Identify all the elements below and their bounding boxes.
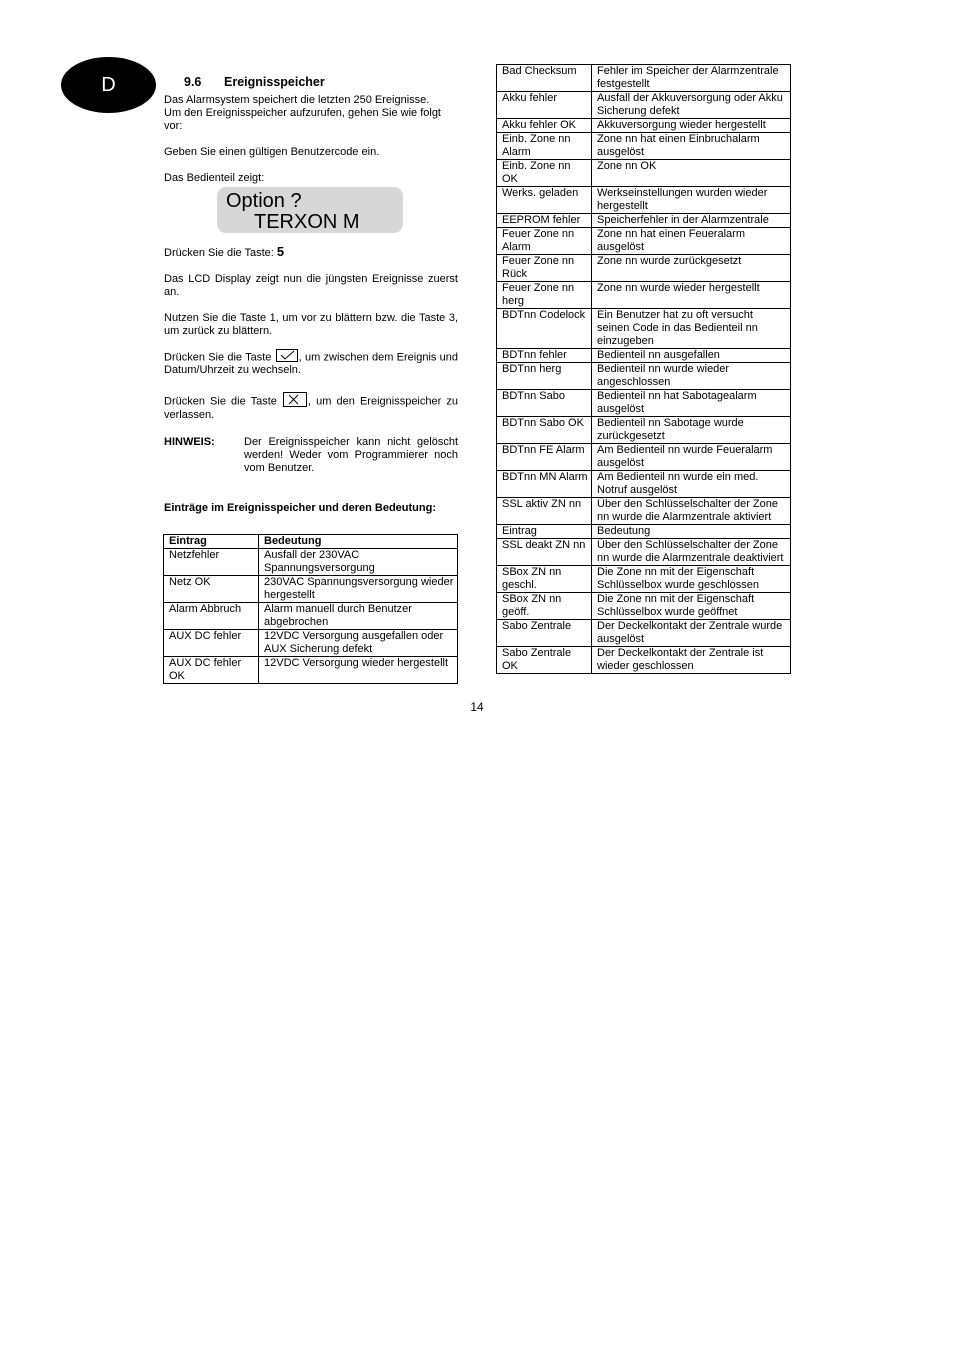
table-row — [497, 444, 791, 471]
section-title: Ereignisspeicher — [224, 75, 325, 89]
lcd-line-2: TERXON M — [254, 211, 360, 233]
entry-cell: SSL aktiv ZN nn — [497, 498, 592, 525]
table-row — [164, 630, 458, 657]
meaning-cell: Fehler im Speicher der Alarmzentrale festgestellt — [592, 65, 791, 92]
intro-paragraph-1: Das Alarmsystem speichert die letzten 250 Ereignisse. — [164, 94, 430, 106]
meaning-cell: Ausfall der 230VAC Spannungsversorgung — [259, 549, 458, 576]
meaning-cell: Bedienteil nn wurde wieder angeschlossen — [592, 363, 791, 390]
meaning-cell: Bedienteil nn hat Sabotagealarm ausgelöst — [592, 390, 791, 417]
entry-cell: SBox ZN nn geschl. — [497, 566, 592, 593]
meaning-cell: Ausfall der Akkuversorgung oder Akku Sicherung defekt — [592, 92, 791, 119]
meaning-cell: Über den Schlüsselschalter der Zone nn wurde die Alarmzentrale aktiviert — [592, 498, 791, 525]
entry-cell: BDTnn herg — [497, 363, 592, 390]
page-number: 14 — [470, 700, 484, 714]
meaning-cell: 230VAC Spannungsversorgung wieder hergestellt — [259, 576, 458, 603]
entry-cell: Sabo Zentrale OK — [497, 647, 592, 674]
event-table-right — [496, 64, 791, 674]
section-number: 9.6 — [184, 75, 202, 89]
table-row — [164, 657, 458, 684]
note-text: Der Ereignisspeicher kann nicht gelöscht werden! Weder vom Programmierer noch vom Benutzer. — [244, 436, 458, 475]
header-bedeutung: Bedeutung — [259, 535, 458, 549]
table-row — [497, 593, 791, 620]
header-eintrag: Eintrag — [164, 535, 259, 549]
check-icon — [276, 349, 298, 362]
table-row — [497, 119, 791, 133]
event-table-left — [163, 534, 458, 684]
entry-cell: Werks. geladen — [497, 187, 592, 214]
lcd-display — [217, 187, 403, 233]
entry-cell: BDTnn MN Alarm — [497, 471, 592, 498]
meaning-cell: Zone nn wurde wieder hergestellt — [592, 282, 791, 309]
entry-cell: AUX DC fehler — [164, 630, 259, 657]
meaning-cell: Über den Schlüsselschalter der Zone nn wurde die Alarmzentrale deaktiviert — [592, 539, 791, 566]
meaning-cell: Am Bedienteil nn wurde ein med. Notruf ausgelöst — [592, 471, 791, 498]
entry-cell: BDTnn Codelock — [497, 309, 592, 349]
table-row — [497, 187, 791, 214]
entry-cell: Sabo Zentrale — [497, 620, 592, 647]
table-row — [497, 498, 791, 525]
table-row — [497, 133, 791, 160]
language-tab-label: D — [101, 73, 116, 96]
table-row — [497, 647, 791, 674]
table-row — [497, 92, 791, 119]
meaning-cell: Alarm manuell durch Benutzer abgebrochen — [259, 603, 458, 630]
lcd-line-1: Option ? — [226, 190, 302, 212]
meaning-cell: Zone nn wurde zurückgesetzt — [592, 255, 791, 282]
entry-cell: Akku fehler — [497, 92, 592, 119]
entry-cell: Netz OK — [164, 576, 259, 603]
close-icon — [283, 392, 307, 407]
meaning-cell: Bedeutung — [592, 525, 791, 539]
meaning-cell: Der Deckelkontakt der Zentrale ist wieder geschlossen — [592, 647, 791, 674]
table-row — [497, 525, 791, 539]
entry-cell: Alarm Abbruch — [164, 603, 259, 630]
section-heading — [184, 76, 458, 89]
note-label: HINWEIS: — [164, 436, 215, 449]
language-tab-badge — [61, 57, 156, 113]
entry-cell: Bad Checksum — [497, 65, 592, 92]
table-row — [497, 349, 791, 363]
table-row — [497, 471, 791, 498]
meaning-cell: Ein Benutzer hat zu oft versucht seinen Code in das Bedienteil nn einzugeben — [592, 309, 791, 349]
meaning-cell: Am Bedienteil nn wurde Feueralarm ausgelöst — [592, 444, 791, 471]
meaning-cell: Die Zone nn mit der Eigenschaft Schlüsselbox wurde geschlossen — [592, 566, 791, 593]
press-key-text: Drücken Sie die Taste: — [164, 247, 274, 259]
intro-paragraph-2: Um den Ereignisspeicher aufzurufen, gehen Sie wie folgt vor: — [164, 107, 441, 132]
meaning-cell: Der Deckelkontakt der Zentrale wurde ausgelöst — [592, 620, 791, 647]
key-5-label: 5 — [276, 244, 285, 259]
entry-cell: AUX DC fehler OK — [164, 657, 259, 684]
entry-cell: BDTnn fehler — [497, 349, 592, 363]
exit-suffix: , um den Ereignisspeicher zu verlassen. — [164, 395, 458, 422]
table-title: Einträge im Ereignisspeicher und deren Bedeutung: — [164, 502, 436, 515]
scroll-paragraph: Nutzen Sie die Taste 1, um vor zu blättern bzw. die Taste 3, um zurück zu blättern. — [164, 312, 458, 337]
meaning-cell: Zone nn hat einen Feueralarm ausgelöst — [592, 228, 791, 255]
table-row — [497, 228, 791, 255]
display-shows-paragraph: Das Bedienteil zeigt: — [164, 172, 265, 184]
entry-cell: Einb. Zone nn OK — [497, 160, 592, 187]
meaning-cell: Werkseinstellungen wurden wieder hergestellt — [592, 187, 791, 214]
entry-cell: Netzfehler — [164, 549, 259, 576]
meaning-cell: Bedienteil nn ausgefallen — [592, 349, 791, 363]
note-block — [164, 436, 458, 475]
enter-code-paragraph: Geben Sie einen gültigen Benutzercode ein. — [164, 146, 380, 158]
meaning-cell: Bedienteil nn Sabotage wurde zurückgesetzt — [592, 417, 791, 444]
meaning-cell: Zone nn OK — [592, 160, 791, 187]
entry-cell: BDTnn FE Alarm — [497, 444, 592, 471]
table-row — [497, 539, 791, 566]
left-column — [164, 76, 458, 515]
toggle-suffix: , um zwischen dem Ereignis und Datum/Uhrzeit zu wechseln. — [164, 351, 458, 377]
table-row — [497, 309, 791, 349]
entry-cell: Feuer Zone nn Alarm — [497, 228, 592, 255]
table-header-row — [164, 535, 458, 549]
table-row — [497, 363, 791, 390]
table-row — [164, 576, 458, 603]
table-row — [497, 282, 791, 309]
toggle-prefix: Drücken Sie die Taste — [164, 351, 272, 364]
entry-cell: Eintrag — [497, 525, 592, 539]
table-row — [497, 214, 791, 228]
entry-cell: SBox ZN nn geöff. — [497, 593, 592, 620]
table-row — [497, 390, 791, 417]
meaning-cell: 12VDC Versorgung wieder hergestellt — [259, 657, 458, 684]
meaning-cell: Die Zone nn mit der Eigenschaft Schlüsselbox wurde geöffnet — [592, 593, 791, 620]
table-row — [164, 549, 458, 576]
table-row — [497, 566, 791, 593]
entry-cell: Feuer Zone nn herg — [497, 282, 592, 309]
entry-cell: SSL deakt ZN nn — [497, 539, 592, 566]
exit-prefix: Drücken Sie die Taste — [164, 395, 277, 408]
entry-cell: Einb. Zone nn Alarm — [497, 133, 592, 160]
meaning-cell: Zone nn hat einen Einbruchalarm ausgelöst — [592, 133, 791, 160]
table-row — [497, 65, 791, 92]
table-row — [497, 417, 791, 444]
meaning-cell: Akkuversorgung wieder hergestellt — [592, 119, 791, 133]
press-key-paragraph — [164, 245, 458, 260]
meaning-cell: 12VDC Versorgung ausgefallen oder AUX Sicherung defekt — [259, 630, 458, 657]
entry-cell: Feuer Zone nn Rück — [497, 255, 592, 282]
lcd-shows-paragraph: Das LCD Display zeigt nun die jüngsten Ereignisse zuerst an. — [164, 273, 458, 298]
toggle-paragraph — [164, 351, 458, 377]
meaning-cell: Speicherfehler in der Alarmzentrale — [592, 214, 791, 228]
entry-cell: BDTnn Sabo OK — [497, 417, 592, 444]
table-row — [497, 620, 791, 647]
table-row — [497, 255, 791, 282]
entry-cell: BDTnn Sabo — [497, 390, 592, 417]
exit-paragraph — [164, 394, 458, 422]
table-row — [164, 603, 458, 630]
entry-cell: EEPROM fehler — [497, 214, 592, 228]
table-row — [497, 160, 791, 187]
entry-cell: Akku fehler OK — [497, 119, 592, 133]
